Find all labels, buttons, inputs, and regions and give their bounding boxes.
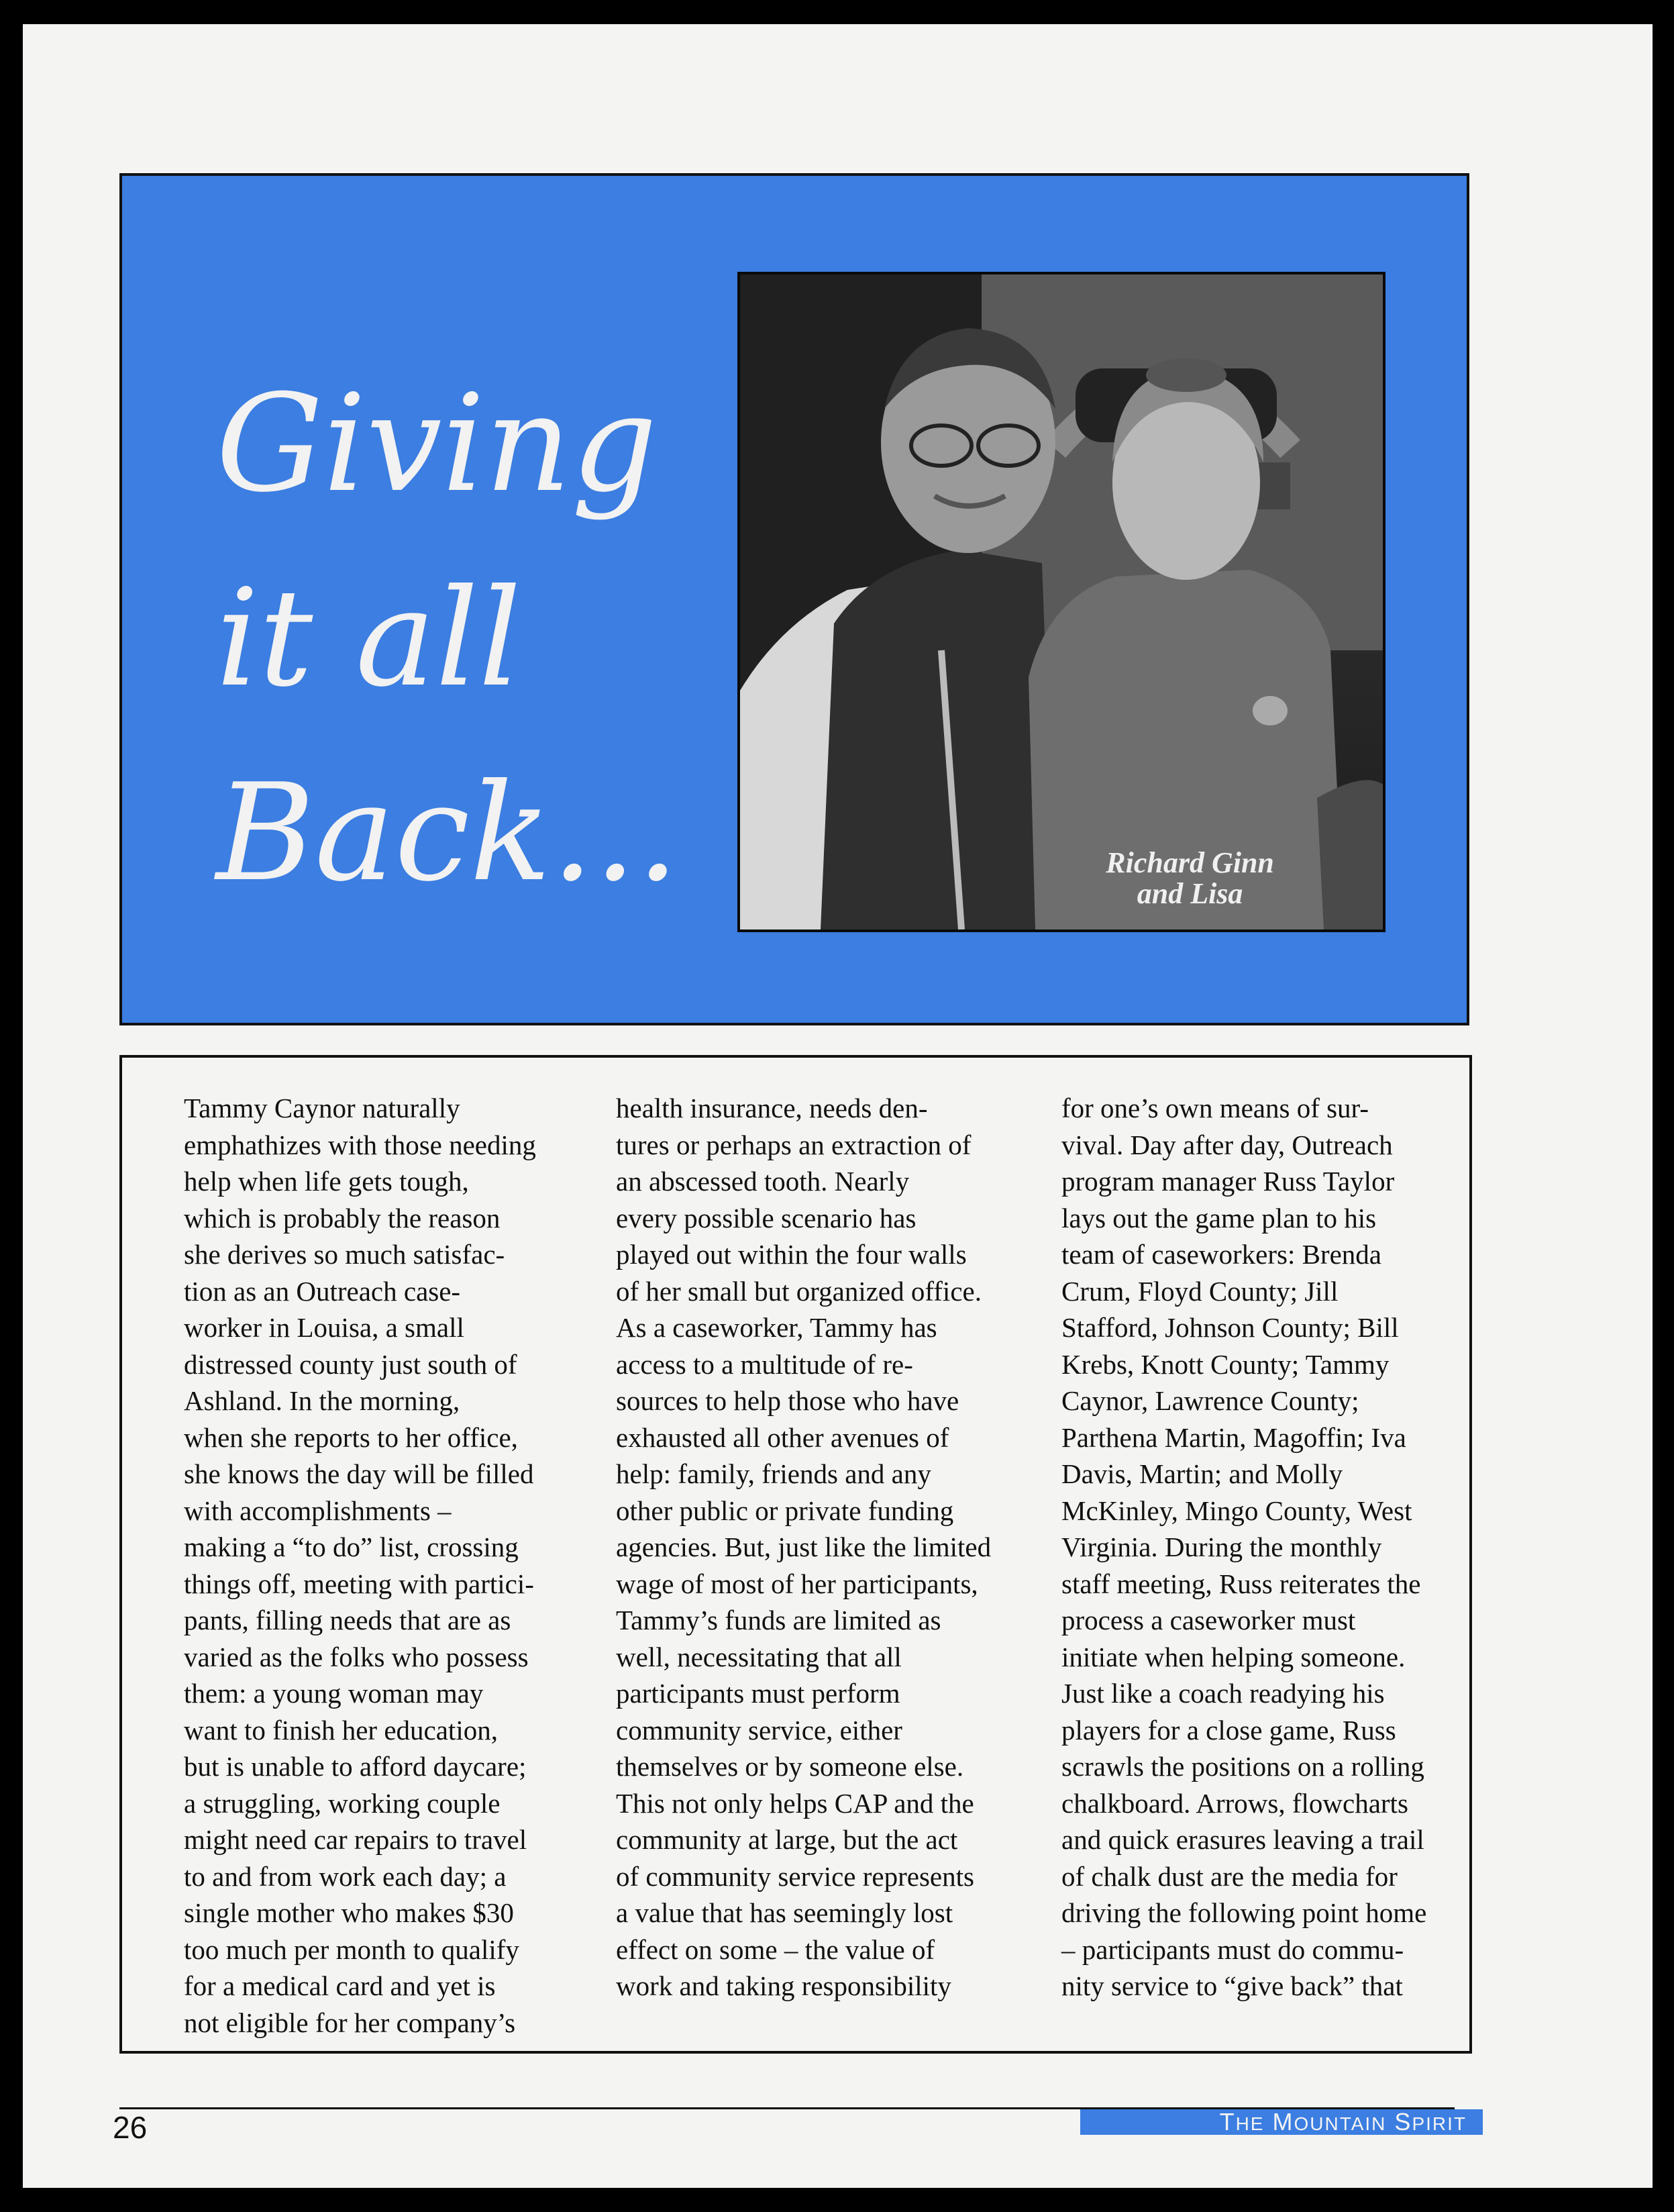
article-line: an abscessed tooth. Nearly (616, 1166, 910, 1197)
article-line: chalkboard. Arrows, flowcharts (1061, 1787, 1408, 1819)
article-line: This not only helps CAP and the (616, 1787, 974, 1819)
article-line: exhausted all other avenues of (616, 1421, 949, 1453)
article-line: when she reports to her office, (184, 1421, 518, 1453)
article-line: effect on some – the value of (616, 1933, 935, 1965)
article-line: Virginia. During the monthly (1061, 1531, 1382, 1562)
article-line: tion as an Outreach case- (184, 1275, 461, 1307)
portrait-photo-image (740, 274, 1383, 929)
article-line: lays out the game plan to his (1061, 1202, 1377, 1234)
article-line: initiate when helping someone. (1061, 1641, 1406, 1672)
article-line: things off, meeting with partici- (184, 1568, 534, 1599)
title-line-1: Giving (216, 366, 658, 522)
article-line: not eligible for her company’s (184, 2007, 516, 2038)
article-line: team of caseworkers: Brenda (1061, 1239, 1381, 1270)
article-line: Crum, Floyd County; Jill (1061, 1275, 1339, 1307)
article-line: Parthena Martin, Magoffin; Iva (1061, 1421, 1406, 1453)
article-line: themselves or by someone else. (616, 1751, 964, 1782)
article-line: played out within the four walls (616, 1239, 967, 1270)
article-line: Stafford, Johnson County; Bill (1061, 1312, 1399, 1343)
title-line-3: Back... (216, 755, 680, 911)
article-line: she derives so much satisfac- (184, 1239, 505, 1270)
article-line: help when life gets tough, (184, 1166, 469, 1197)
article-line: work and taking responsibility (616, 1970, 951, 2001)
article-line: community at large, but the act (616, 1824, 958, 1855)
article-line: for a medical card and yet is (184, 1970, 496, 2001)
article-line: nity service to “give back” that (1061, 1970, 1403, 2001)
article-line: and quick erasures leaving a trail (1061, 1824, 1424, 1855)
article-line: which is probably the reason (184, 1202, 501, 1234)
article-line: but is unable to afford daycare; (184, 1751, 527, 1782)
article-line: program manager Russ Taylor (1061, 1166, 1395, 1197)
article-line: Caynor, Lawrence County; (1061, 1385, 1359, 1416)
article-line: with accomplishments – (184, 1495, 452, 1526)
article-line: a struggling, working couple (184, 1787, 501, 1819)
article-line: Davis, Martin; and Molly (1061, 1458, 1343, 1489)
article-line: scrawls the positions on a rolling (1061, 1751, 1424, 1782)
article-line: driving the following point home (1061, 1897, 1427, 1928)
article-line: want to finish her education, (184, 1714, 498, 1746)
article-column-1 (184, 1090, 536, 2041)
article-line: might need car repairs to travel (184, 1824, 527, 1855)
article-line: health insurance, needs den- (616, 1093, 928, 1123)
article-line: players for a close game, Russ (1061, 1714, 1396, 1746)
article-line: she knows the day will be filled (184, 1458, 534, 1489)
article-line: As a caseworker, Tammy has (616, 1312, 937, 1343)
article-line: of community service represents (616, 1860, 974, 1892)
article-line: community service, either (616, 1714, 902, 1746)
article-line: for one’s own means of sur- (1061, 1093, 1369, 1123)
article-line: to and from work each day; a (184, 1860, 507, 1892)
article-line: of chalk dust are the media for (1061, 1860, 1398, 1892)
article-line: agencies. But, just like the limited (616, 1531, 992, 1562)
article-line: Krebs, Knott County; Tammy (1061, 1348, 1390, 1380)
article-line: too much per month to qualify (184, 1933, 519, 1965)
article-column-3 (1061, 1090, 1426, 2005)
article-line: distressed county just south of (184, 1348, 517, 1380)
article-line: process a caseworker must (1061, 1605, 1356, 1636)
article-line: McKinley, Mingo County, West (1061, 1495, 1412, 1526)
article-line: other public or private funding (616, 1495, 954, 1526)
article-line: tures or perhaps an extraction of (616, 1129, 972, 1160)
article-line: of her small but organized office. (616, 1275, 982, 1307)
article-line: a value that has seemingly lost (616, 1897, 953, 1928)
article-line: sources to help those who have (616, 1385, 959, 1416)
page-number: 26 (113, 2110, 148, 2145)
article-line: wage of most of her participants, (616, 1568, 978, 1599)
article-line: single mother who makes $30 (184, 1897, 514, 1928)
article-line: them: a young woman may (184, 1678, 484, 1709)
title-banner (119, 173, 1469, 1025)
article-line: varied as the folks who possess (184, 1641, 529, 1672)
article-line: pants, filling needs that are as (184, 1605, 511, 1636)
title-line-2: it all (216, 560, 522, 717)
article-line: Tammy Caynor naturally (184, 1093, 460, 1123)
article-line: making a “to do” list, crossing (184, 1531, 519, 1562)
article-line: access to a multitude of re- (616, 1348, 913, 1380)
article-line: well, necessitating that all (616, 1641, 902, 1672)
article-line: Ashland. In the morning, (184, 1385, 460, 1416)
article-body (119, 1055, 1472, 2054)
article-line: worker in Louisa, a small (184, 1312, 464, 1343)
article-line: – participants must do commu- (1061, 1933, 1404, 1965)
article-line: participants must perform (616, 1678, 900, 1709)
article-line: staff meeting, Russ reiterates the (1061, 1568, 1421, 1599)
publication-name: THE MOUNTAIN SPIRIT (1080, 2109, 1483, 2135)
article-column-2 (616, 1090, 991, 2005)
article-line: help: family, friends and any (616, 1458, 931, 1489)
article-line: emphathizes with those needing (184, 1129, 536, 1160)
article-line: Tammy’s funds are limited as (616, 1605, 941, 1636)
article-line: every possible scenario has (616, 1202, 917, 1234)
photo-caption: Richard Ginn and Lisa (1106, 846, 1274, 910)
article-line: vival. Day after day, Outreach (1061, 1129, 1393, 1160)
portrait-photo (737, 272, 1385, 932)
article-line: Just like a coach readying his (1061, 1678, 1385, 1709)
